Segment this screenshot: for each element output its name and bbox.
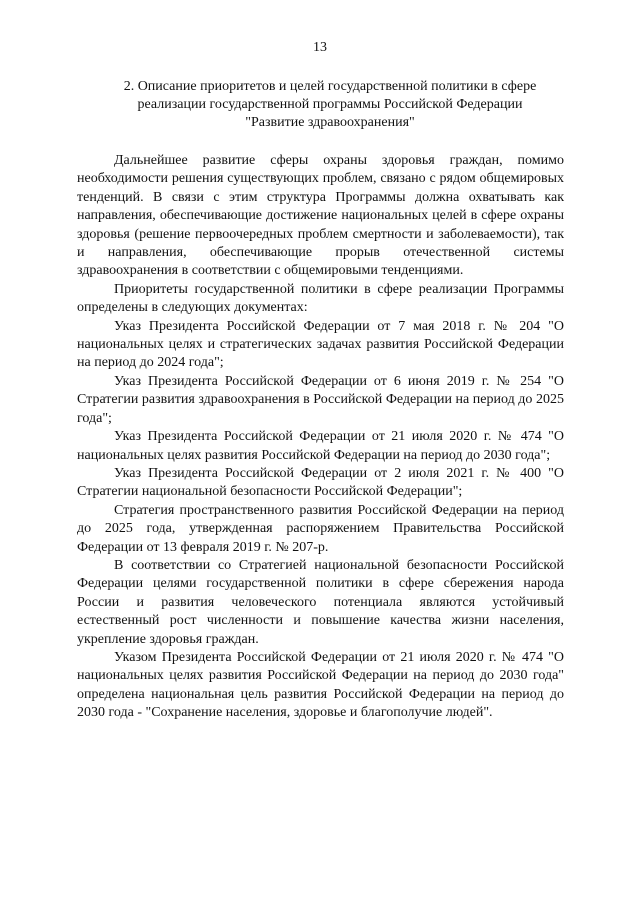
paragraph-spatial-strategy: Стратегия пространственного развития Российской Федерации на период до 2025 года, утвержденная распоряжением Правительства Российской Федерации от 13 февраля 2019 г. № 207-р. [77, 502, 564, 555]
paragraph-national-goal: Указом Президента Российской Федерации от 21 июля 2020 г. № 474 "О национальных целях развития Российской Федерации на период до 2030 года" определена национальная цель развития Российской Федерации на период до 2030 года - "Сохранение населения, здоровье и благополучие людей". [77, 649, 564, 721]
paragraph-decree-254: Указ Президента Российской Федерации от 6 июня 2019 г. № 254 "О Стратегии развития здравоохранения в Российской Федерации на период до 2025 года"; [77, 373, 564, 426]
paragraph-decree-204: Указ Президента Российской Федерации от 7 мая 2018 г. № 204 "О национальных целях и стратегических задачах развития Российской Федерации на период до 2024 года"; [77, 318, 564, 371]
section-heading-line-3: "Развитие здравоохранения" [245, 115, 415, 130]
page-number: 13 [313, 40, 327, 55]
section-heading-line-1: 2. Описание приоритетов и целей государственной политики в сфере [123, 79, 537, 94]
paragraph-priorities: Приоритеты государственной политики в сфере реализации Программы определены в следующих документах: [77, 281, 564, 316]
document-body [77, 152, 564, 723]
section-heading-line-2: реализации государственной программы Российской Федерации [137, 97, 523, 112]
paragraph-decree-400: Указ Президента Российской Федерации от 2 июля 2021 г. № 400 "О Стратегии национальной безопасности Российской Федерации"; [77, 465, 564, 500]
paragraph-decree-474: Указ Президента Российской Федерации от 21 июля 2020 г. № 474 "О национальных целях развития Российской Федерации на период до 2030 года"; [77, 429, 564, 463]
paragraph-intro: Дальнейшее развитие сферы охраны здоровья граждан, помимо необходимости решения существующих проблем, связано с рядом общемировых тенденций. В связи с этим структура Программы должна охватывать как направления, обеспечивающие достижение национальных целей в сфере охраны здоровья (решение первоочередных проблем смертности и заболеваемости), так и направления, обеспечивающие прорыв отечественной системы здравоохранения в соответствии с общемировыми тенденциями. [77, 153, 564, 279]
section-heading [70, 78, 590, 132]
paragraph-security-strategy-goals: В соответствии со Стратегией национальной безопасности Российской Федерации целями государственной политики в сфере сбережения народа России и развития человеческого потенциала являются устойчивый естественный рост численности и повышение качества жизни населения, укрепление здоровья граждан. [77, 557, 564, 647]
